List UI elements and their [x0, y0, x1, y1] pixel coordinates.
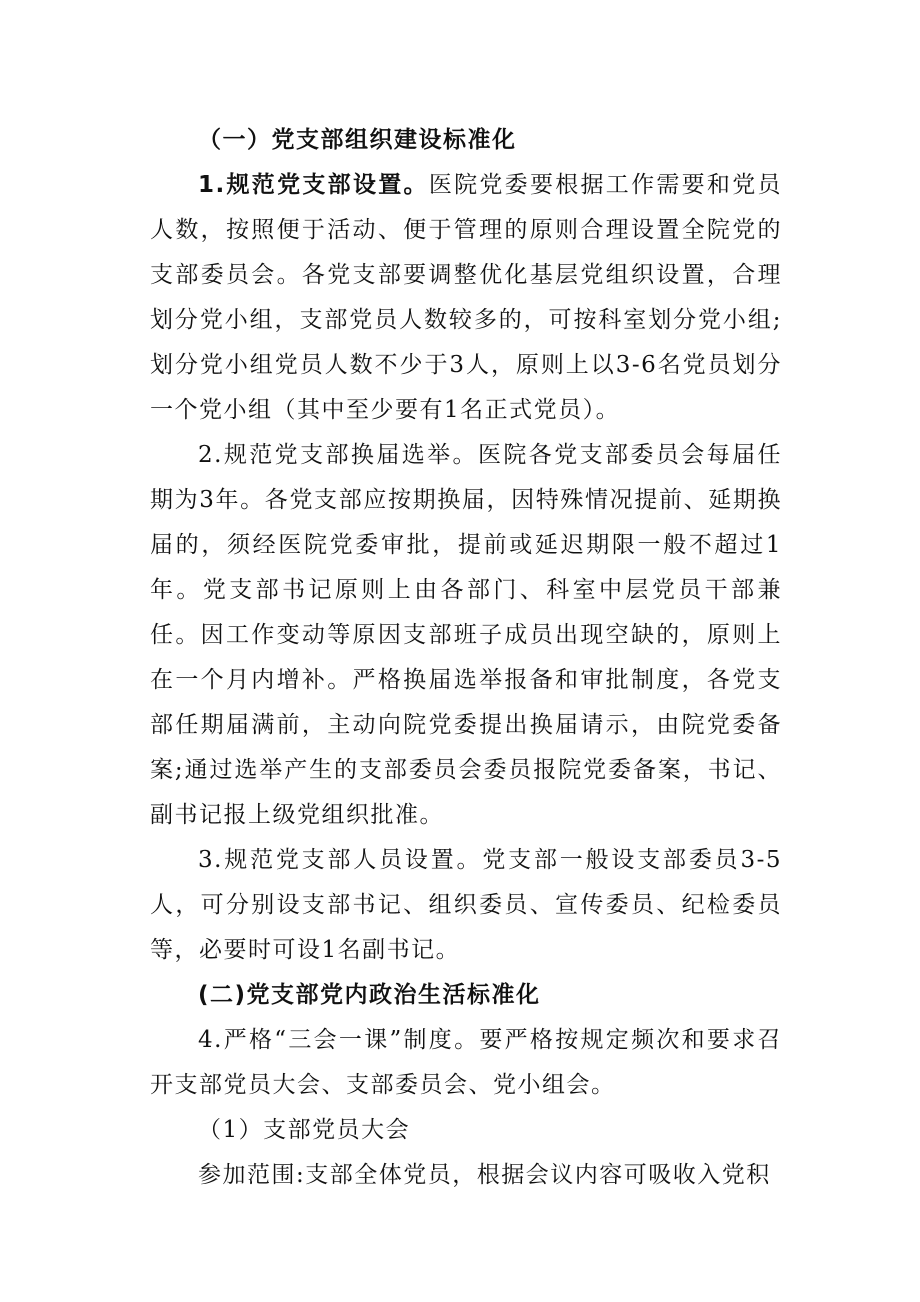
paragraph-item-3: 3.规范党支部人员设置。党支部一般设支部委员3-5人，可分别设支部书记、组织委员、宣传委员、纪检委员等，必要时可设1名副书记。: [150, 847, 782, 963]
item-1-body: 医院党委要根据工作需要和党员人数，按照便于活动、便于管理的原则合理设置全院党的支部委员会。各党支部要调整优化基层党组织设置，合理划分党小组，支部党员人数较多的，可按科室划分党小组;划分党小组党员人数不少于3人，原则上以3-6名党员划分一个党小组（其中至少要有1名正式党员）。: [150, 172, 783, 423]
paragraph-item-4: 4.严格“三会一课”制度。要严格按规定频次和要求召开支部党员大会、支部委员会、党小组会。: [150, 1027, 782, 1098]
subheading-party-congress: （1）支部党员大会: [198, 1117, 411, 1143]
paragraph-item-1: [150, 163, 782, 433]
paragraph-item-2: 2.规范党支部换届选举。医院各党支部委员会每届任期为3年。各党支部应按期换届，因特殊情况提前、延期换届的，须经医院党委审批，提前或延迟期限一般不超过1年。党支部书记原则上由各部门、科室中层党员干部兼任。因工作变动等原因支部班子成员出现空缺的，原则上在一个月内增补。严格换届选举报备和审批制度，各党支部任期届满前，主动向院党委提出换届请示，由院党委备案;通过选举产生的支部委员会委员报院党委备案，书记、副书记报上级党组织批准。: [150, 442, 782, 828]
section-heading-1: （一）党支部组织建设标准化: [198, 127, 517, 153]
section-heading-2: (二)党支部党内政治生活标准化: [198, 982, 541, 1008]
item-1-title: 1.规范党支部设置。: [198, 172, 429, 198]
paragraph-participation-scope: 参加范围:支部全体党员，根据会议内容可吸收入党积: [198, 1162, 771, 1188]
